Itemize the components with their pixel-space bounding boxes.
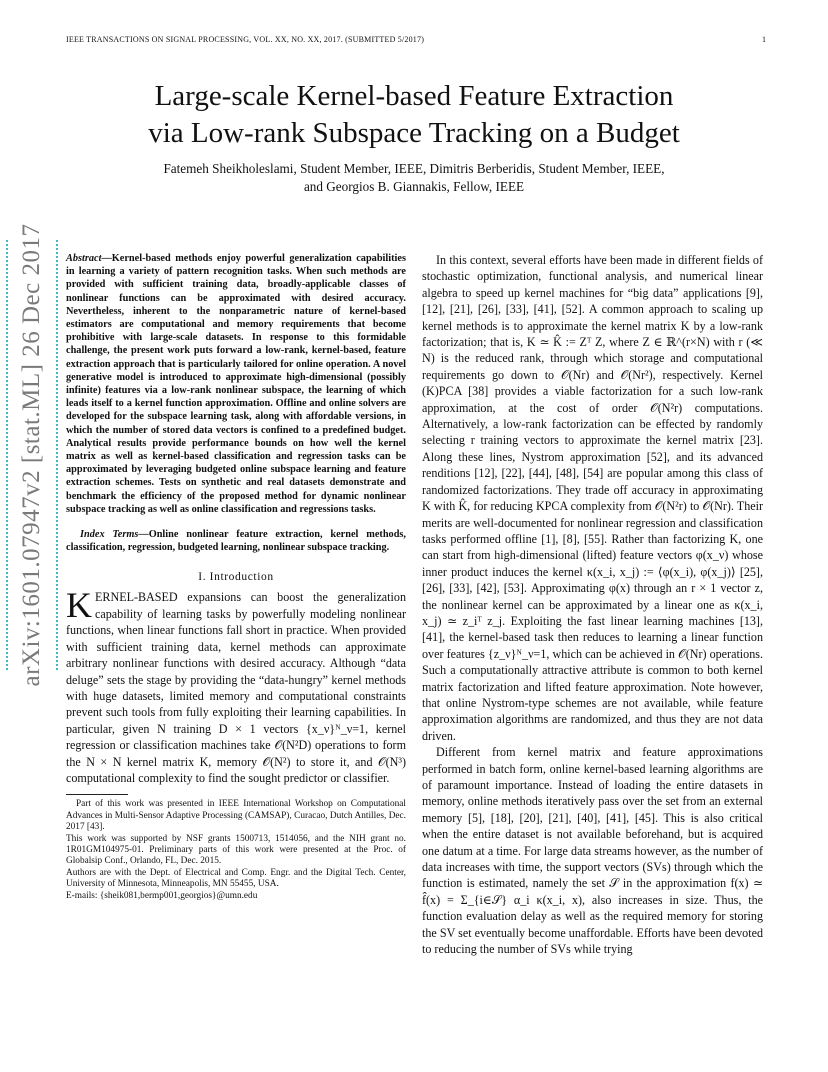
author-block xyxy=(40,160,788,196)
right-paragraph-2: Different from kernel matrix and feature approximations performed in batch form, online kernel-based learning algorithms are of paramount importance. Instead of loading the entire datasets in memory, online methods iteratively pass over the set from an external memory [5], [18], [20], [21], [40], [41], [45]. This is also critical when the entire dataset is not available beforehand, but is acquired one datum at a time. For large data streams however, as the number of data increases with time, the support vectors (SVs) through which the function is estimated, namely the set 𝒮 in the approximation f(x) ≃ f̂(x) = Σ_{i∈𝒮} α_i κ(x_i, x), also increases in size. Thus, the function evaluation delay as well as the required memory for storing the SV set eventually become unaffordable. Efforts have been devoted to reducing the number of SVs while trying xyxy=(422,745,763,957)
authors-line-1: Fatemeh Sheikholeslami, Student Member, IEEE, Dimitris Berberidis, Student Member, IEEE, xyxy=(163,161,665,176)
index-terms-text: —Online nonlinear feature extraction, kernel methods, classification, regression, budgeted learning, nonlinear subspace tracking. xyxy=(66,529,406,554)
index-terms-lead: Index Terms xyxy=(80,529,139,541)
running-header: IEEE TRANSACTIONS ON SIGNAL PROCESSING, VOL. XX, NO. XX, 2017. (SUBMITTED 5/2017) xyxy=(66,35,425,44)
arxiv-stamp-text: arXiv:1601.07947v2 [stat.ML] 26 Dec 2017 xyxy=(18,223,45,687)
intro-paragraph xyxy=(66,585,406,786)
arxiv-stamp xyxy=(6,223,58,687)
footnote-3: Authors are with the Dept. of Electrical and Comp. Engr. and the Digital Tech. Center, University of Minnesota, Minneapolis, MN 55455, USA. xyxy=(66,867,406,890)
footnote-2: This work was supported by NSF grants 1500713, 1514056, and the NIH grant no. 1R01GM104975-01. Preliminary parts of this work were presented at the Proc. of Globalsip Conf., Orlando, FL, Dec. 2015. xyxy=(66,833,406,867)
right-column xyxy=(422,252,763,957)
abstract xyxy=(66,252,406,516)
left-column xyxy=(66,252,406,902)
right-paragraph-1: In this context, several efforts have been made in different fields of stochastic optimization, functional analysis, and numerical linear algebra to speed up kernel machines for “big data” applications [9], [12], [21], [26], [33], [41], [52]. A common approach to scaling up kernel methods is to approximate the kernel matrix K by a low-rank factorization; that is, K ≃ K̂ := Zᵀ Z, where Z ∈ ℝ^(r×N) with r (≪ N) is the reduced rank, through which storage and computational requirements go down to 𝒪(Nr) and 𝒪(Nr²), respectively. Kernel (K)PCA [38] provides a viable factorization for a such low-rank approximation, at the cost of order 𝒪(N²r) computations. Alternatively, a low-rank factorization can be effected by randomly selecting r training vectors to approximate the kernel matrix [23]. Along these lines, Nystrom approximation [52], and its advanced renditions [12], [22], [44], [48], [54] are popular among this class of randomized factorizations. They trade off accuracy in approximating K with K̂, for reducing KPCA complexity from 𝒪(N²r) to 𝒪(Nr). Their merits are well-documented for nonlinear regression and classification tasks performed offline [1], [8], [55]. Rather than factorizing K, one can start from high-dimensional (lifted) feature vectors φ(x_ν) whose inner product induces the kernel κ(x_i, x_j) := ⟨φ(x_i), φ(x_j)⟩ [25], [26], [33], [42], [53]. Approximating φ(x) through an r × 1 vector z, the nonlinear kernel can be approximated by a linear one as κ(x_i, x_j) ≃ z_iᵀ z_j. Exploiting the fast linear learning machines [13], [41], the kernel-based task then reduces to learning a linear function over features {z_ν}ᴺ_ν=1, which can be achieved in 𝒪(Nr) operations. Such a computationally attractive attribute is common to both kernel matrix factorization and lifted feature approximation. Note however, that online Nystrom-type schemes are not available, while feature approximation algorithms are randomized, and thus they are not data driven. xyxy=(422,253,763,743)
footnote-1: Part of this work was presented in IEEE International Workshop on Computational Advances in Multi-Sensor Adaptive Processing (CAMSAP), Curacao, Dutch Antilles, Dec. 2017 [43]. xyxy=(66,799,406,833)
page-number: 1 xyxy=(762,35,766,44)
section-heading: I. Introduction xyxy=(198,571,274,584)
title-line-1: Large-scale Kernel-based Feature Extraction xyxy=(154,80,674,112)
dropcap: K xyxy=(66,585,92,626)
paper-title xyxy=(40,78,788,152)
intro-text: ERNEL-BASED expansions can boost the generalization capability of learning tasks by powerfully modeling nonlinear functions, when linear functions fall short in practice. When provided with sufficient training data, kernel methods can approximate arbitrary nonlinear functions with desired accuracy. Although “data deluge” sets the stage by providing the “data-hungry” kernel methods with huge datasets, limited memory and computational constraints prevent such tools from fully exploiting their learning capabilities. In particular, given N training D × 1 vectors {x_ν}ᴺ_ν=1, kernel regression or classification machines take 𝒪(N²D) operations to form the N × N kernel matrix K, memory 𝒪(N²) to store it, and 𝒪(N³) computational complexity to find the sought predictor or classifier. xyxy=(66,590,406,785)
title-line-2: via Low-rank Subspace Tracking on a Budget xyxy=(148,117,680,149)
abstract-lead: Abstract xyxy=(66,253,102,264)
footnote-rule xyxy=(66,794,128,795)
abstract-text: —Kernel-based methods enjoy powerful generalization capabilities in learning a variety of pattern recognition tasks. When such methods are provided with sufficient training data, broadly-applicable classes of nonlinear functions can be approximated with desired accuracy. Nevertheless, inherent to the nonparametric nature of kernel-based estimators are computational and memory requirements that become prohibitive with large-scale datasets. In response to this formidable challenge, the present work puts forward a low-rank, kernel-based, feature extraction approach that is particularly tailored for online operation. A novel generative model is introduced to approximate high-dimensional (possibly infinite) features via a low-rank nonlinear subspace, the learning of which leads itself to a kernel function approximation. Offline and online solvers are developed for the subspace learning task, along with affordable versions, in which the number of stored data vectors is confined to a predefined budget. Analytical results provide performance bounds on how well the kernel matrix as well as kernel-based classification and regression tasks can be approximated by leveraging budgeted online subspace learning and feature extraction schemes. Tests on synthetic and real datasets demonstrate and benchmark the efficiency of the proposed method for dynamic nonlinear subspace tracking as well as online classification and regressions tasks. xyxy=(66,253,406,515)
footnote-4: E-mails: {sheik081,bermp001,georgios}@umn.edu xyxy=(66,890,258,901)
authors-line-2: and Georgios B. Giannakis, Fellow, IEEE xyxy=(303,179,525,194)
index-terms xyxy=(66,528,406,554)
